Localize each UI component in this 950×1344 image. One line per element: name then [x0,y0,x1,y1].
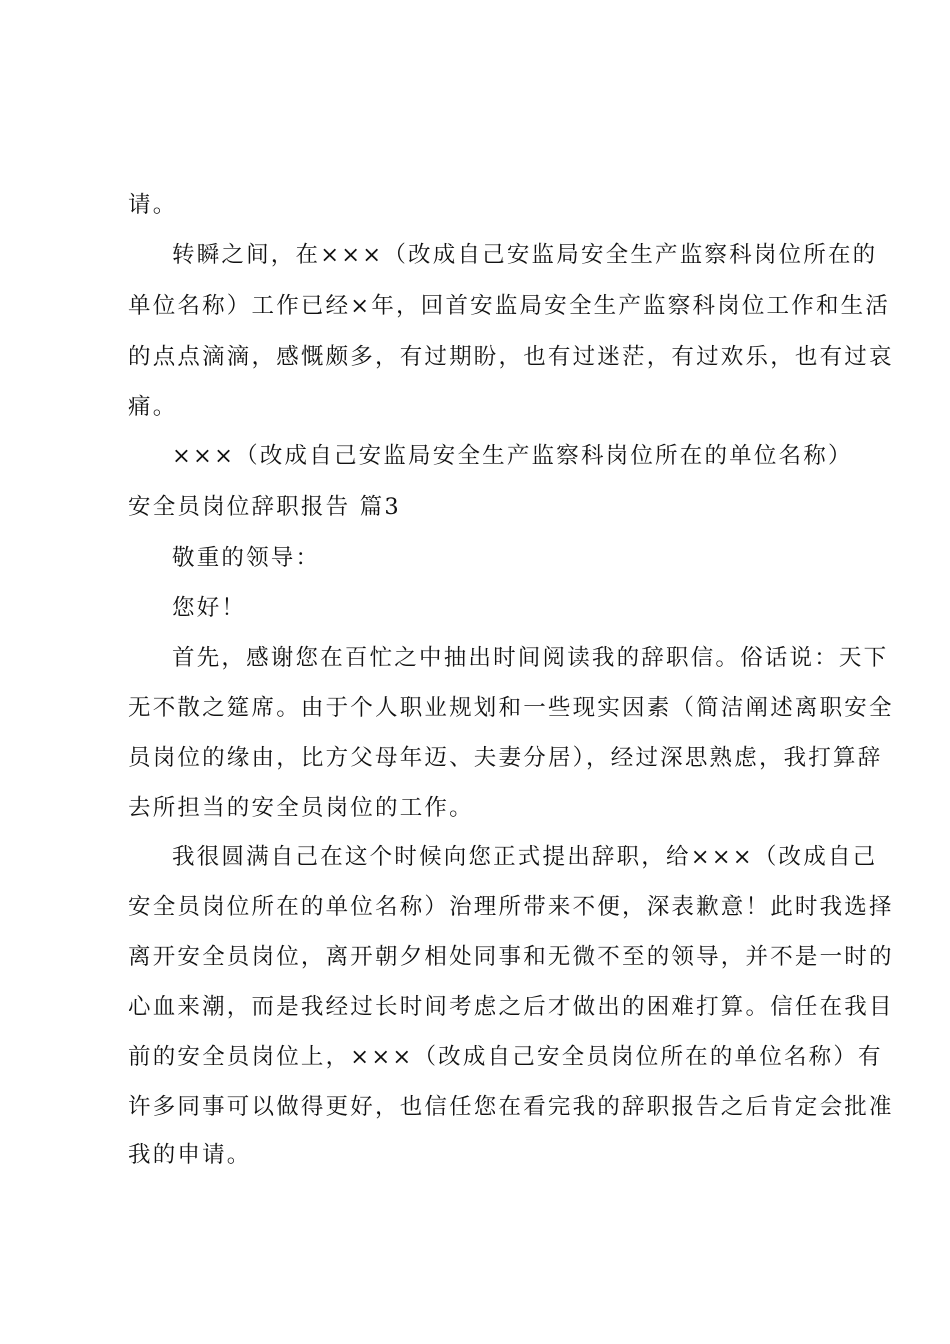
text-line: 单位名称）工作已经×年，回首安监局安全生产监察科岗位工作和生活 [128,293,891,319]
text-line: 我很圆满自己在这个时候向您正式提出辞职，给×××（改成自己 [172,844,878,870]
text-line: 转瞬之间，在×××（改成自己安监局安全生产监察科岗位所在的 [172,242,878,268]
salutation: 敬重的领导： [172,545,321,571]
text-line: 前的安全员岗位上，×××（改成自己安全员岗位所在的单位名称）有 [128,1044,883,1070]
text-line: 离开安全员岗位，离开朝夕相处同事和无微不至的领导，并不是一时的 [128,944,894,970]
section-heading: 安全员岗位辞职报告 篇3 [128,494,401,520]
text-line: 请。 [128,192,178,218]
text-line: 员岗位的缘由，比方父母年迈、夫妻分居），经过深思熟虑，我打算辞 [128,745,883,771]
text-line: 首先，感谢您在百忙之中抽出时间阅读我的辞职信。俗话说：天下 [172,645,889,671]
greeting: 您好！ [172,595,247,621]
text-line: ×××（改成自己安监局安全生产监察科岗位所在的单位名称） [172,443,853,469]
text-line: 安全员岗位所在的单位名称）治理所带来不便，深表歉意！此时我选择 [128,894,894,920]
text-line: 的点点滴滴，感慨颇多，有过期盼，也有过迷茫，有过欢乐，也有过哀 [128,344,894,370]
text-line: 心血来潮，而是我经过长时间考虑之后才做出的困难打算。信任在我目 [128,994,894,1020]
text-line: 许多同事可以做得更好，也信任您在看完我的辞职报告之后肯定会批准 [128,1094,894,1120]
text-line: 我的申请。 [128,1142,252,1168]
text-line: 痛。 [128,394,178,420]
text-line: 去所担当的安全员岗位的工作。 [128,795,474,821]
text-line: 无不散之筵席。由于个人职业规划和一些现实因素（简洁阐述离职安全 [128,695,894,721]
